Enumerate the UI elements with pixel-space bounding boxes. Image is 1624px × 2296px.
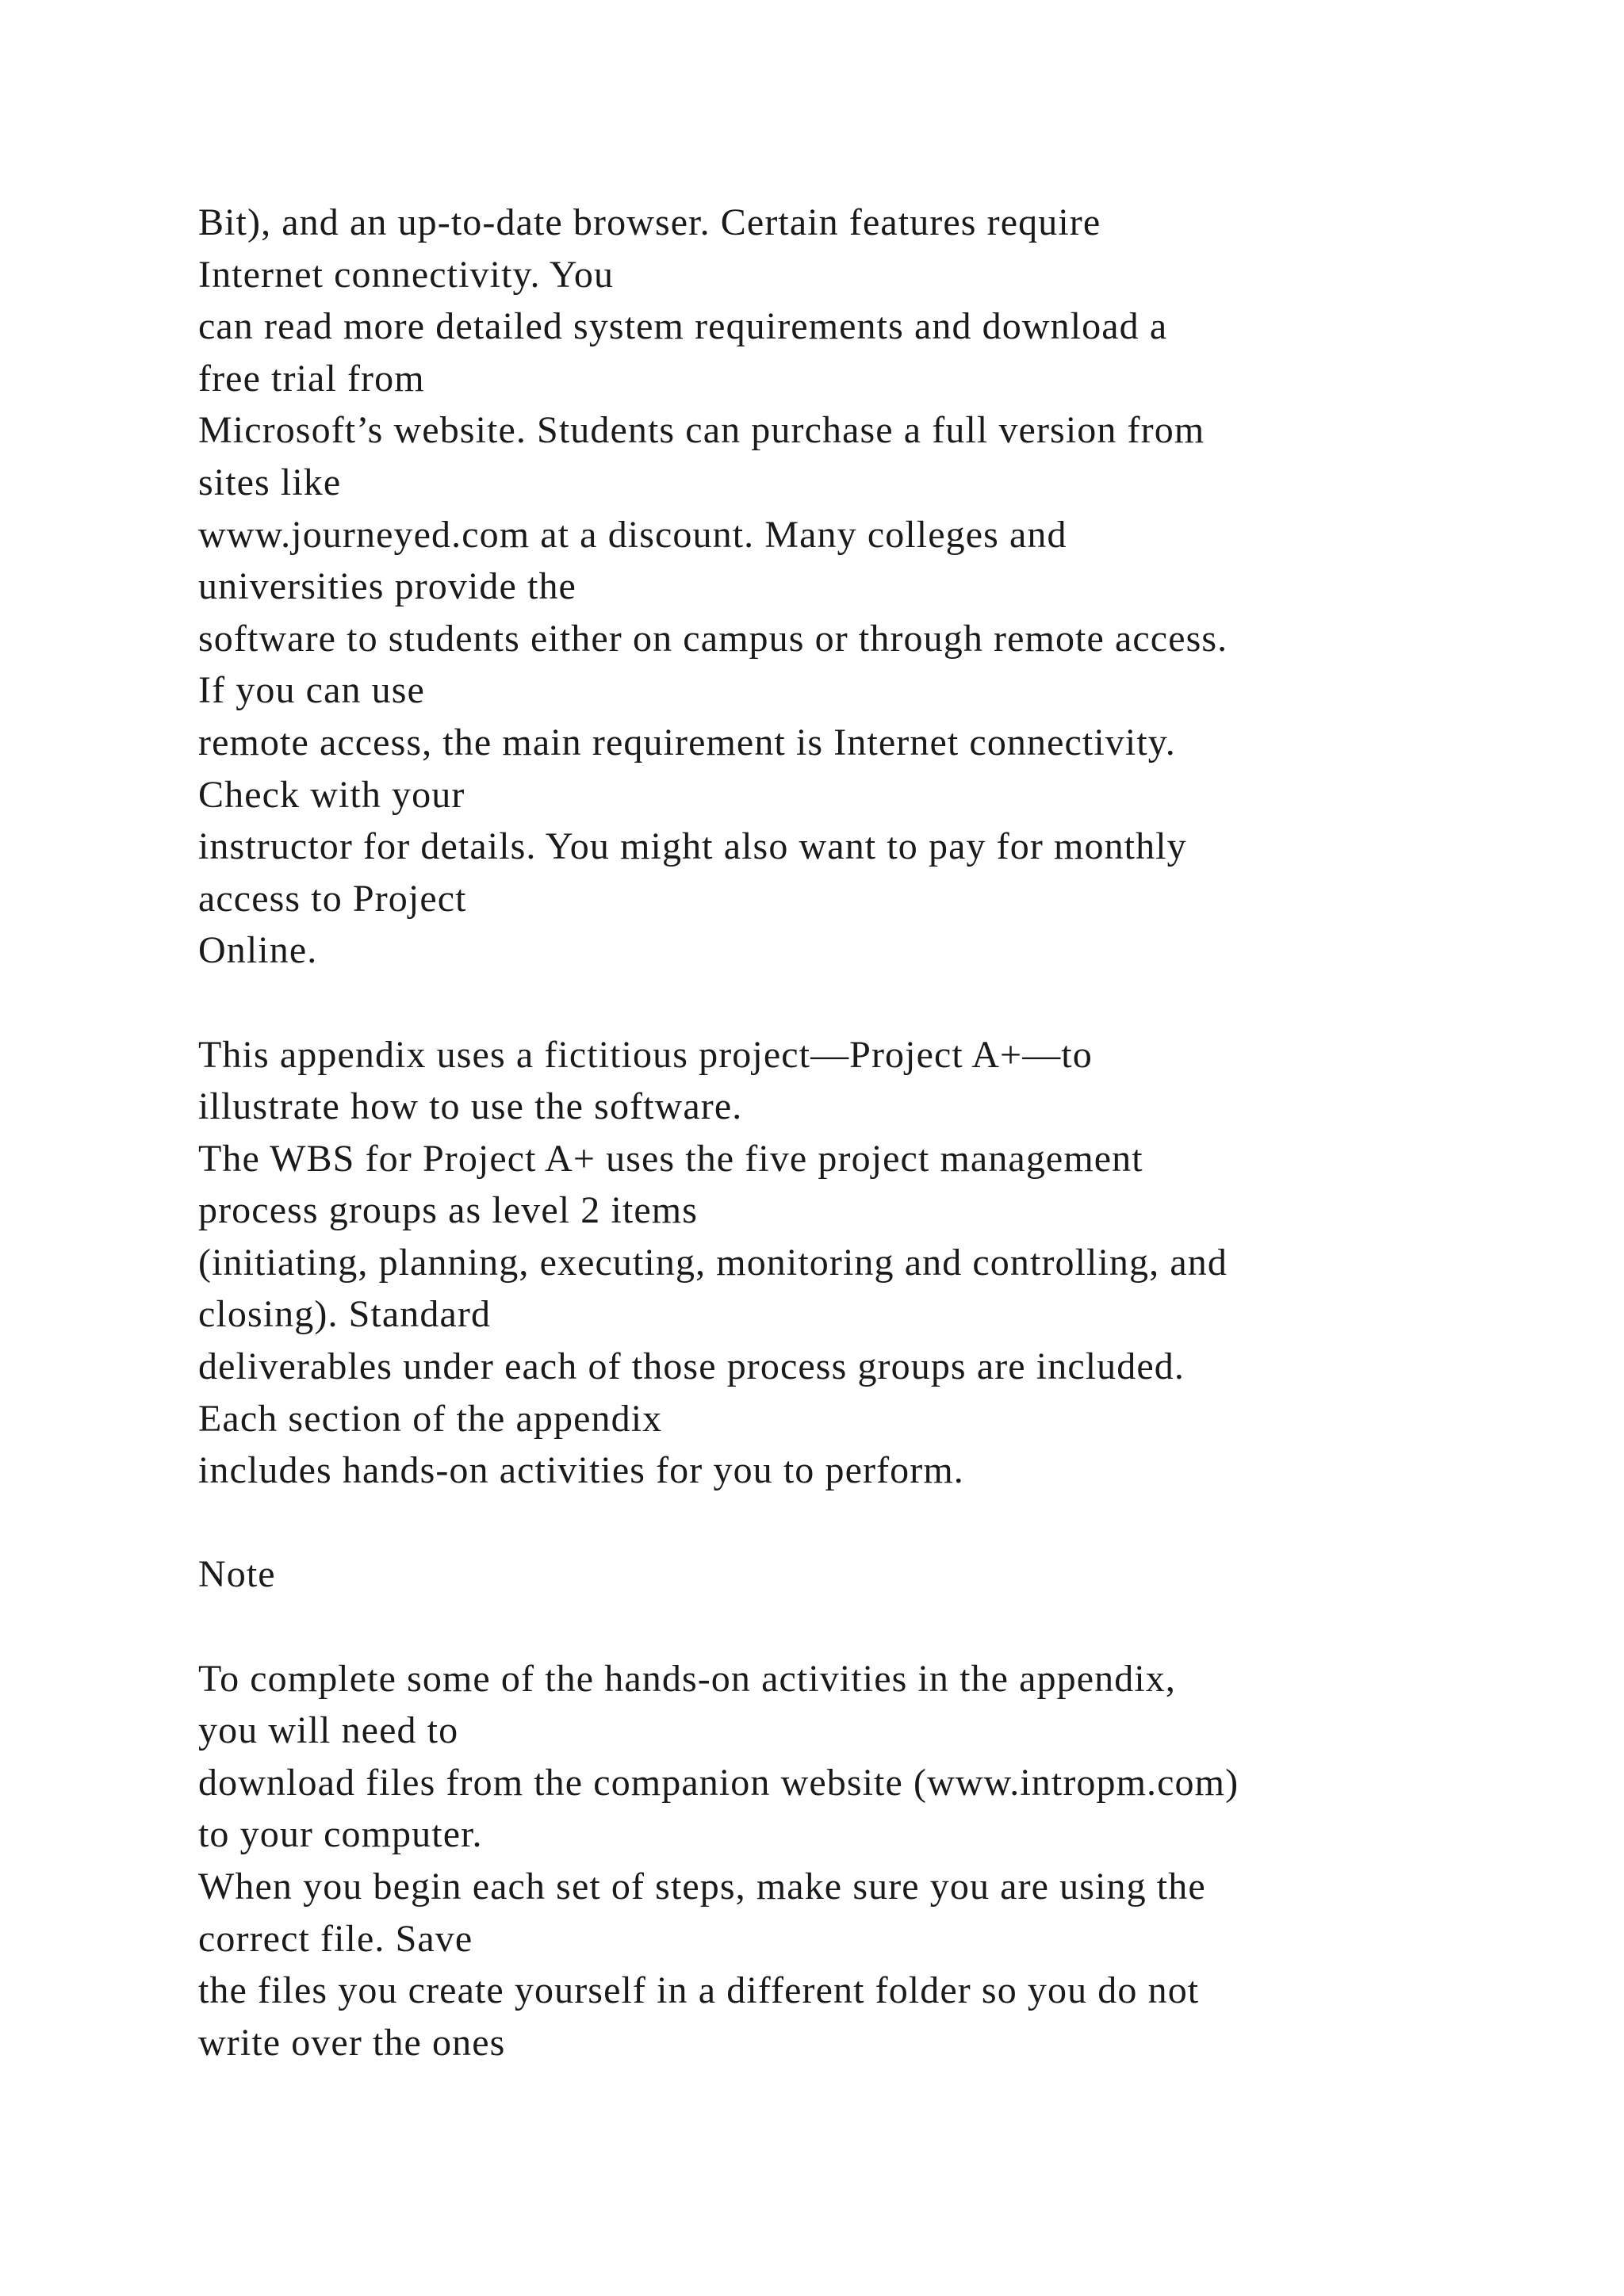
text-line: includes hands-on activities for you to perform. bbox=[198, 1449, 964, 1492]
text-line: Microsoft’s website. Students can purchase a full version from bbox=[198, 409, 1205, 452]
paragraph-project-a-plus bbox=[198, 1029, 1562, 1497]
text-line: write over the ones bbox=[198, 2021, 506, 2064]
text-line: When you begin each set of steps, make sure you are using the bbox=[198, 1866, 1206, 1908]
text-line: remote access, the main requirement is Internet connectivity. bbox=[198, 721, 1176, 763]
text-line: The WBS for Project A+ uses the five project management bbox=[198, 1137, 1143, 1180]
text-line: Note bbox=[198, 1553, 276, 1596]
note-heading bbox=[198, 1548, 1562, 1601]
text-line: Online. bbox=[198, 929, 318, 972]
text-line: universities provide the bbox=[198, 565, 576, 608]
text-line: instructor for details. You might also want to pay for monthly bbox=[198, 825, 1187, 868]
text-line: If you can use bbox=[198, 669, 425, 712]
paragraph-gap bbox=[198, 1601, 1562, 1653]
text-line: www.journeyed.com at a discount. Many colleges and bbox=[198, 513, 1067, 556]
text-line: correct file. Save bbox=[198, 1917, 473, 1960]
text-line: can read more detailed system requirements and download a bbox=[198, 305, 1168, 348]
text-line: Check with your bbox=[198, 773, 465, 816]
text-line: Internet connectivity. You bbox=[198, 253, 615, 296]
text-line: the files you create yourself in a different folder so you do not bbox=[198, 1969, 1200, 2012]
text-line: (initiating, planning, executing, monitoring and controlling, and bbox=[198, 1241, 1228, 1284]
text-line: closing). Standard bbox=[198, 1293, 492, 1336]
text-line: deliverables under each of those process groups are included. bbox=[198, 1345, 1185, 1388]
text-line: This appendix uses a fictitious project—Project A+—to bbox=[198, 1033, 1093, 1076]
text-line: free trial from bbox=[198, 357, 425, 400]
text-line: Bit), and an up-to-date browser. Certain features require bbox=[198, 201, 1101, 243]
text-line: sites like bbox=[198, 461, 342, 503]
text-line: process groups as level 2 items bbox=[198, 1189, 698, 1232]
paragraph-gap bbox=[198, 1497, 1562, 1549]
text-line: illustrate how to use the software. bbox=[198, 1085, 743, 1128]
text-line: Each section of the appendix bbox=[198, 1397, 663, 1440]
text-line: to your computer. bbox=[198, 1813, 483, 1856]
text-line: software to students either on campus or through remote access. bbox=[198, 617, 1228, 660]
text-line: you will need to bbox=[198, 1709, 459, 1752]
paragraph-note-body bbox=[198, 1653, 1562, 2069]
paragraph-system-requirements bbox=[198, 197, 1562, 977]
text-line: To complete some of the hands-on activities in the appendix, bbox=[198, 1657, 1176, 1700]
paragraph-gap bbox=[198, 977, 1562, 1029]
text-line: download files from the companion website (www.intropm.com) bbox=[198, 1761, 1239, 1804]
text-line: access to Project bbox=[198, 877, 467, 920]
document-body bbox=[198, 197, 1562, 2068]
